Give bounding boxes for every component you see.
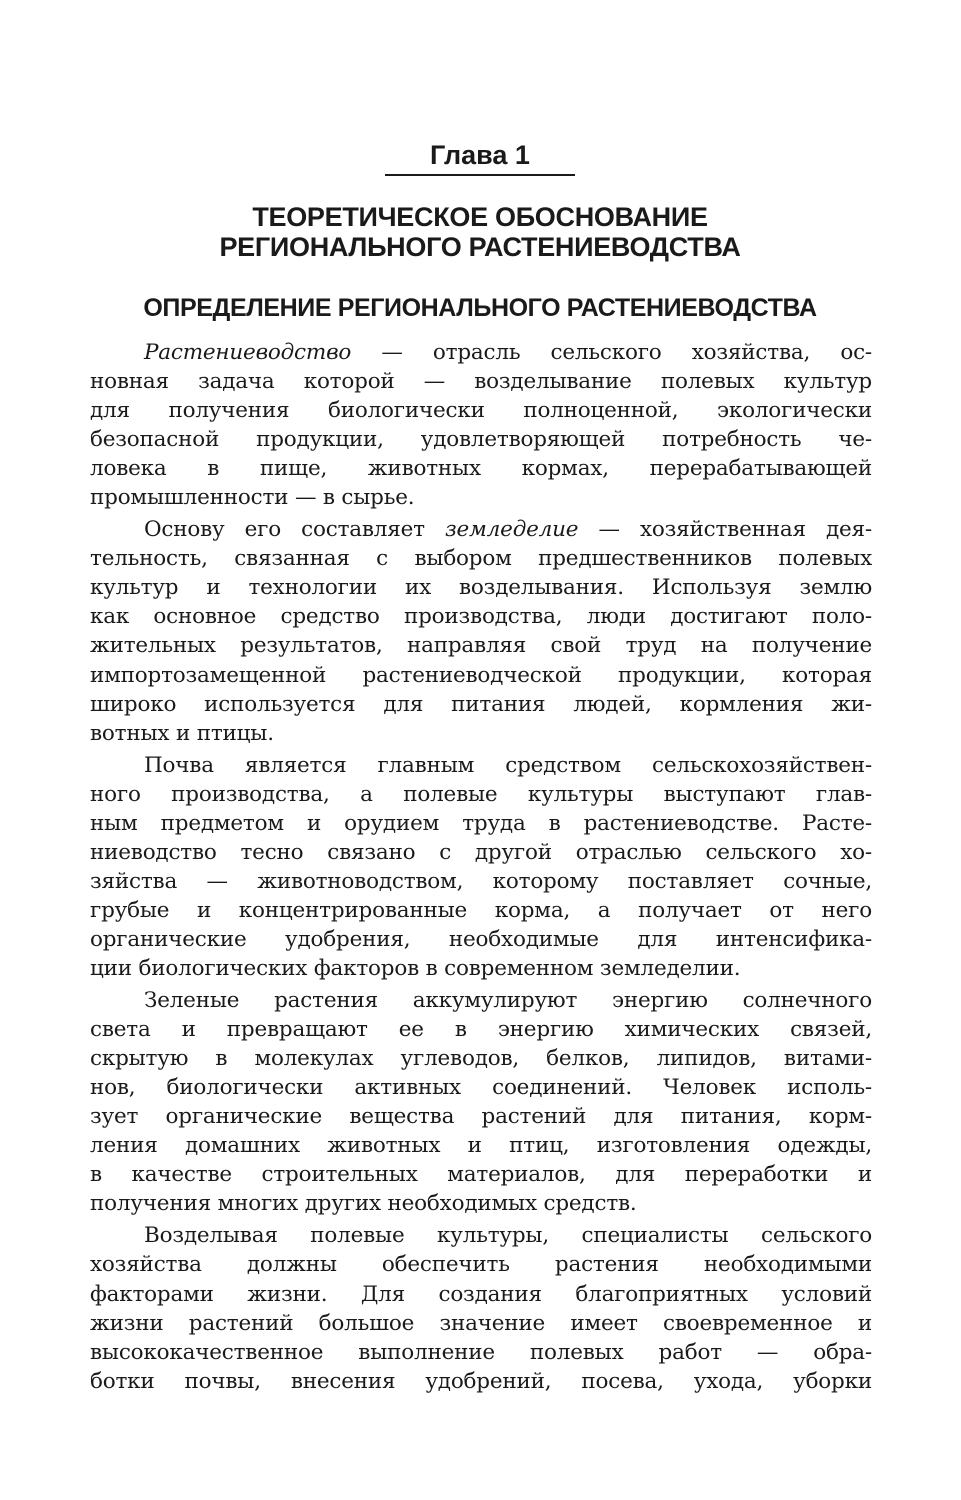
text-line: высококачественное выполнение полевых работ — обра- (90, 1339, 872, 1365)
chapter-title-line-1: ТЕОРЕТИЧЕСКОЕ ОБОСНОВАНИЕ (252, 202, 708, 232)
text-line: грубые и концентрированные корма, а получает от него (90, 897, 872, 923)
text-line: ботки почвы, внесения удобрений, посева, ухода, уборки (90, 1368, 872, 1394)
chapter-title-line-2: РЕГИОНАЛЬНОГО РАСТЕНИЕВОДСТВА (219, 232, 741, 262)
text-line: Основу его составляет земледелие — хозяйственная дея- (144, 517, 872, 543)
text-line: скрытую в молекулах углеводов, белков, липидов, витами- (90, 1046, 872, 1072)
text-line: вотных и птицы. (90, 720, 274, 746)
text-line: зяйства — животноводством, которому поставляет сочные, (90, 868, 872, 894)
text-line: жительных результатов, направляя свой труд на получение (90, 633, 872, 659)
text-line: факторами жизни. Для создания благоприятных условий (90, 1281, 872, 1307)
text-line: ции биологических факторов в современном земледелии. (90, 955, 741, 981)
text-line: культур и технологии их возделывания. Используя землю (90, 575, 872, 601)
text-line: нов, биологически активных соединений. Человек исполь- (90, 1075, 872, 1101)
text-line: для получения биологически полноценной, экологически (90, 398, 872, 424)
text-line: промышленности — в сырье. (90, 485, 415, 511)
paragraph-4 (90, 986, 872, 1218)
text-line: импортозамещенной растениеводческой продукции, которая (90, 662, 872, 688)
chapter-label: Глава 1 (385, 140, 575, 176)
body-text (90, 338, 872, 1396)
text-line: ловека в пище, животных кормах, перерабатывающей (90, 456, 872, 482)
text-line: тельность, связанная с выбором предшественников полевых (90, 546, 872, 572)
text-line: безопасной продукции, удовлетворяющей потребность че- (90, 427, 872, 453)
paragraph-5 (90, 1221, 872, 1395)
chapter-title (90, 202, 870, 262)
text-line: зует органические вещества растений для питания, корм- (90, 1104, 872, 1130)
text-line: ного производства, а полевые культуры выступают глав- (90, 781, 872, 807)
text-line: как основное средство производства, люди достигают поло- (90, 604, 872, 630)
text-line: Растениеводство — отрасль сельского хозяйства, ос- (144, 340, 872, 365)
text-line: света и превращают ее в энергию химических связей, (90, 1017, 872, 1043)
section-heading: ОПРЕДЕЛЕНИЕ РЕГИОНАЛЬНОГО РАСТЕНИЕВОДСТВА (143, 294, 817, 322)
text-line: органические удобрения, необходимые для интенсифика- (90, 926, 872, 952)
text-line: Возделывая полевые культуры, специалисты сельского (144, 1223, 872, 1249)
text-line: в качестве строительных материалов, для переработки и (90, 1162, 872, 1188)
term-zemledelie: земледелие (445, 517, 579, 543)
text-line: Почва является главным средством сельскохозяйствен- (144, 752, 872, 778)
paragraph-3 (90, 751, 872, 983)
text-line: широко используется для питания людей, кормления жи- (90, 691, 872, 717)
text-line: получения многих других необходимых средств. (90, 1191, 637, 1217)
term-rastenievodstvo: Растениеводство (144, 340, 352, 365)
text-line: Зеленые растения аккумулируют энергию солнечного (144, 988, 872, 1014)
text-line: жизни растений большое значение имеет своевременное и (90, 1310, 872, 1336)
text-line: хозяйства должны обеспечить растения необходимыми (90, 1252, 872, 1278)
text-line: ления домашних животных и птиц, изготовления одежды, (90, 1133, 872, 1159)
text-line: ным предметом и орудием труда в растениеводстве. Расте- (90, 810, 872, 836)
paragraph-1 (90, 338, 872, 512)
text-line: новная задача которой — возделывание полевых культур (90, 369, 872, 395)
text-line: ниеводство тесно связано с другой отраслью сельского хо- (90, 839, 872, 865)
paragraph-2 (90, 515, 872, 747)
